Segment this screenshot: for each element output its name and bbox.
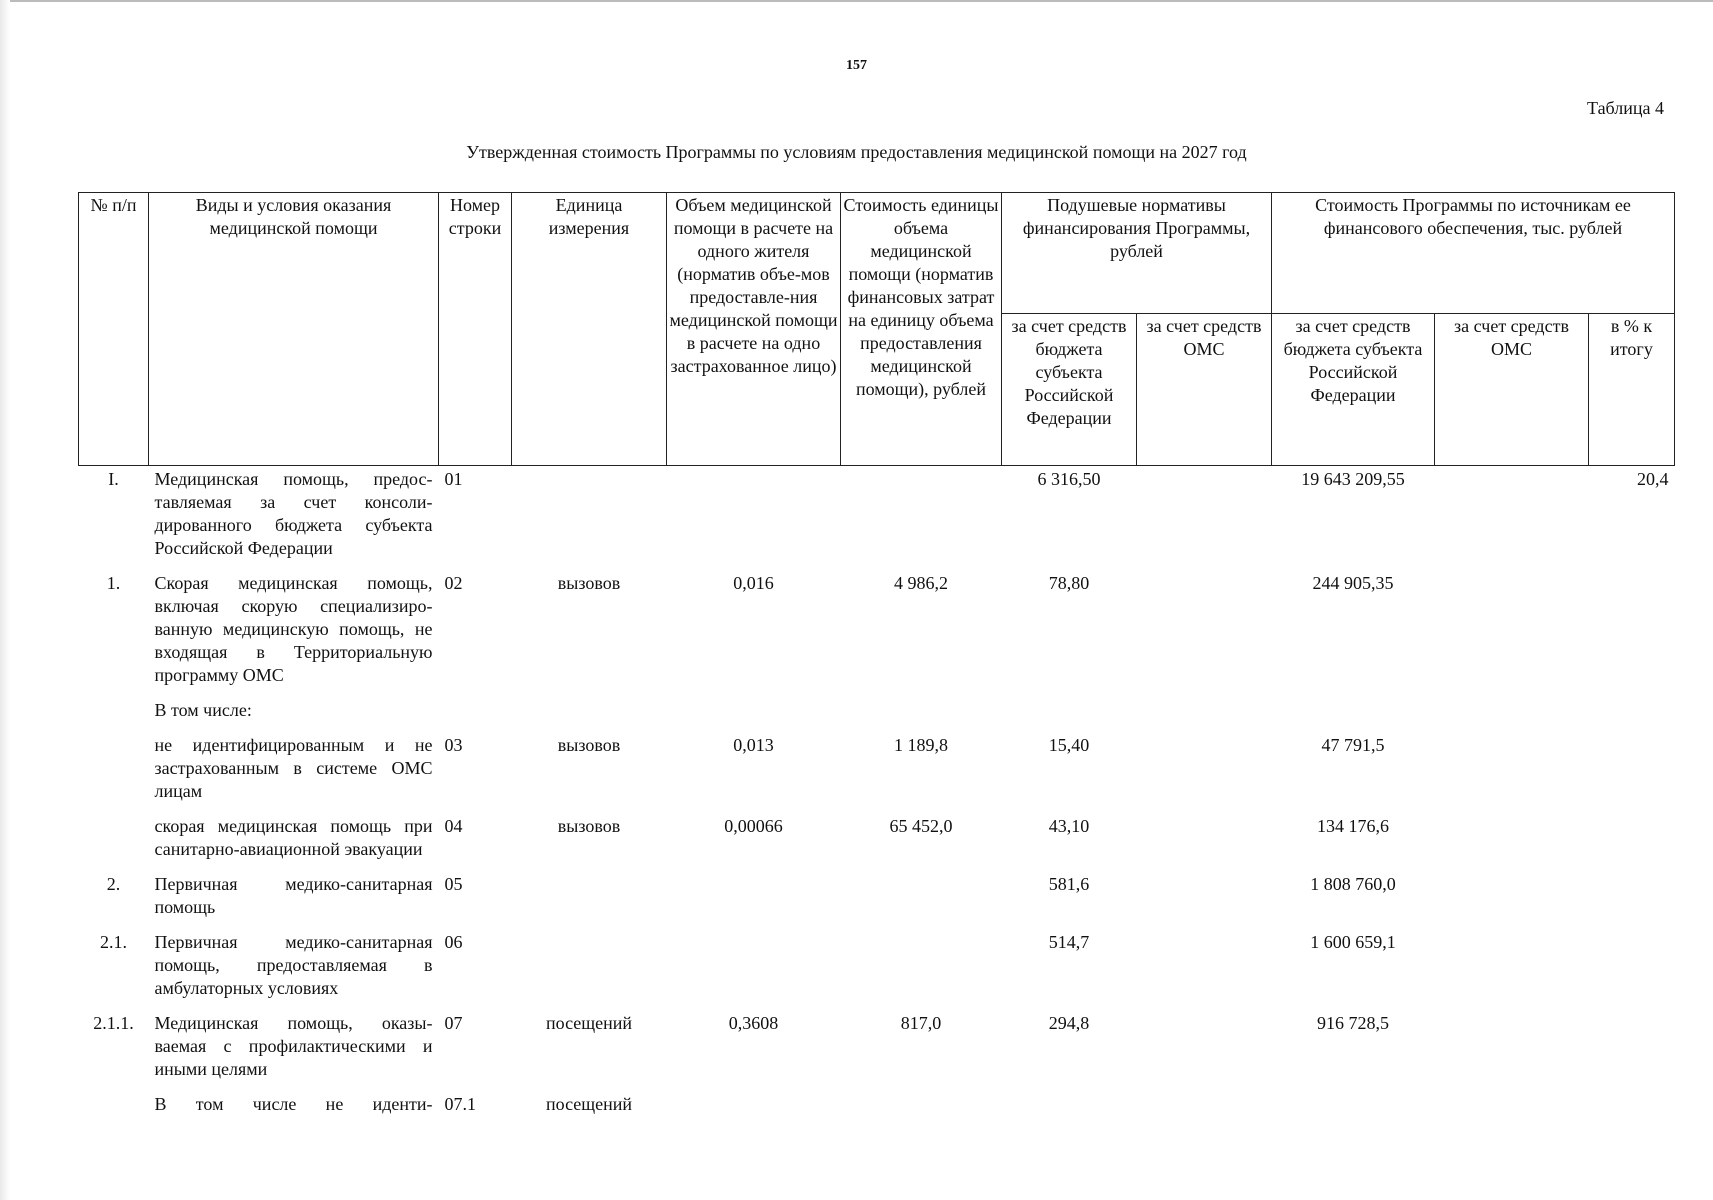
document-title: Утвержденная стоимость Программы по условиям предоставления медицинской помощи на 2027 год [466,142,1247,162]
table-row [79,1091,1675,1116]
cell-unit: посещений [545,1094,633,1114]
cell-name: Медицинская помощь, оказы-ваемая с профилактическими и иными целями [154,1013,433,1079]
cell-program-budget: 134 176,6 [1317,816,1389,836]
cell-pct [1589,732,1675,813]
cell-cost [841,929,1002,1010]
cell-program-budget: 916 728,5 [1317,1013,1389,1033]
cell-program-oms [1435,1010,1589,1091]
cell-cost [841,1091,1002,1116]
cell-row: 07 [444,1013,463,1033]
cell-percap-budget: 514,7 [1048,932,1090,952]
table-row [79,1010,1675,1091]
header-percap-budget: за счет средств бюджета субъекта Российской Федерации [1002,314,1137,466]
cell-program-budget: 1 600 659,1 [1310,932,1396,952]
cell-program-oms [1435,1091,1589,1116]
cell-program-oms [1435,570,1589,697]
cell-row: 07.1 [444,1094,476,1114]
cell-row: 05 [444,874,463,894]
cell-percap-budget [1002,697,1137,732]
cell-program-oms [1435,929,1589,1010]
header-cost: Стоимость единицы объема медицинской помощи (норматив финансовых затрат на единицу объема предоставления медицинской помощи), рублей [841,193,1002,466]
cell-pct [1589,871,1675,929]
cell-cost [841,697,1002,732]
cell-name: В том числе: [154,700,252,720]
cell-cost [841,871,1002,929]
cell-num [79,732,149,813]
cell-volume: 0,00066 [724,816,783,836]
cell-num: 1. [106,573,121,593]
header-num: № п/п [79,193,149,466]
cell-cost: 817,0 [900,1013,942,1033]
cell-percap-budget: 581,6 [1048,874,1090,894]
table-body [79,466,1675,1117]
header-program-budget: за счет средств бюджета субъекта Российской Федерации [1272,314,1435,466]
cell-num: 2. [106,874,121,894]
cell-row: 06 [444,932,463,952]
cell-cost: 1 189,8 [894,735,948,755]
scan-left-edge [0,0,10,1200]
cell-percap-budget: 15,40 [1048,735,1090,755]
cell-num: I. [108,469,119,489]
header-program-pct: в % к итогу [1589,314,1675,466]
cell-percap-oms [1137,929,1272,1010]
cell-cost: 65 452,0 [889,816,953,836]
cell-name: не идентифицированным и не застрахованным в системе ОМС лицам [154,735,433,801]
cell-percap-budget: 294,8 [1048,1013,1090,1033]
cell-pct [1589,570,1675,697]
cell-name: скорая медицинская помощь при санитарно-авиационной эвакуации [154,816,433,859]
cell-percap-oms [1137,570,1272,697]
cell-percap-budget: 43,10 [1048,816,1090,836]
cell-percap-budget: 6 316,50 [1037,469,1101,489]
cell-percap-oms [1137,732,1272,813]
header-percap: Подушевые нормативы финансирования Программы, рублей [1002,193,1272,314]
cell-percap-oms [1137,871,1272,929]
table-header [79,193,1675,466]
cell-volume [667,466,841,571]
table-row [79,466,1675,571]
cell-percap-oms [1137,466,1272,571]
cell-name: В том числе не иденти- [154,1094,433,1114]
cell-name: Первичная медико-санитарная помощь [154,874,433,917]
cell-program-oms [1435,732,1589,813]
cell-pct [1589,813,1675,871]
table-row [79,697,1675,732]
cell-pct [1589,1010,1675,1091]
cell-num [79,813,149,871]
cell-percap-oms [1137,697,1272,732]
cell-program-budget [1272,1091,1435,1116]
scan-top-border [0,0,1713,2]
cell-volume [667,697,841,732]
cell-percap-budget: 78,80 [1048,573,1090,593]
header-unit: Единица измерения [512,193,667,466]
cell-program-budget: 244 905,35 [1312,573,1394,593]
cell-pct [1589,1091,1675,1116]
cell-row: 03 [444,735,463,755]
page-number: 157 [846,58,867,73]
table-row [79,732,1675,813]
table-row [79,813,1675,871]
cell-program-oms [1435,813,1589,871]
cell-cost: 4 986,2 [894,573,948,593]
cell-name: Скорая медицинская помощь, включая скорую специализиро-ванную медицинскую помощь, не входящая в Территориальную программу ОМС [154,573,433,685]
cell-row: 01 [444,469,463,489]
cell-volume [667,1091,841,1116]
cell-pct [1589,929,1675,1010]
header-percap-oms: за счет средств ОМС [1137,314,1272,466]
cell-program-budget: 19 643 209,55 [1301,469,1405,489]
cell-row: 02 [444,573,463,593]
cell-unit [512,697,667,732]
cell-unit [512,871,667,929]
cell-pct: 20,4 [1637,469,1669,489]
header-kind: Виды и условия оказания медицинской помощи [149,193,439,466]
cell-name: Первичная медико-санитарная помощь, предоставляемая в амбулаторных условиях [154,932,433,998]
header-program: Стоимость Программы по источникам ее финансового обеспечения, тыс. рублей [1272,193,1675,314]
cell-program-oms [1435,871,1589,929]
cell-unit [512,929,667,1010]
cell-volume: 0,3608 [728,1013,779,1033]
header-volume: Объем медицинской помощи в расчете на одного жителя (норматив объе-мов предоставле-ния медицинской помощи в расчете на одно застрахованное лицо) [667,193,841,466]
cell-unit: вызовов [557,573,621,593]
cell-program-budget: 47 791,5 [1321,735,1385,755]
cell-program-oms [1435,466,1589,571]
cell-unit [512,466,667,571]
cell-row [439,697,512,732]
cell-program-budget: 1 808 760,0 [1310,874,1396,894]
cell-unit: вызовов [557,735,621,755]
cell-row: 04 [444,816,463,836]
cell-cost [841,466,1002,571]
table-row [79,929,1675,1010]
cell-volume [667,929,841,1010]
cell-num: 2.1.1. [93,1013,134,1033]
cell-unit: вызовов [557,816,621,836]
cell-num [79,697,149,732]
cell-unit: посещений [545,1013,633,1033]
cell-pct [1589,697,1675,732]
table-row [79,871,1675,929]
cell-num: 2.1. [100,932,127,952]
cell-percap-budget [1002,1091,1137,1116]
cell-program-oms [1435,697,1589,732]
cost-table [78,192,1675,1116]
cell-volume [667,871,841,929]
table-row [79,570,1675,697]
cell-program-budget [1272,697,1435,732]
header-row: Номер строки [439,193,512,466]
cell-percap-oms [1137,1091,1272,1116]
cell-percap-oms [1137,1010,1272,1091]
cell-num [79,1091,149,1116]
cell-percap-oms [1137,813,1272,871]
header-program-oms: за счет средств ОМС [1435,314,1589,466]
cell-volume: 0,016 [733,573,774,593]
table-tag: Таблица 4 [1587,98,1664,118]
cell-name: Медицинская помощь, предос-тавляемая за счет консоли-дированного бюджета субъекта Российской Федерации [154,469,433,558]
cell-volume: 0,013 [733,735,774,755]
